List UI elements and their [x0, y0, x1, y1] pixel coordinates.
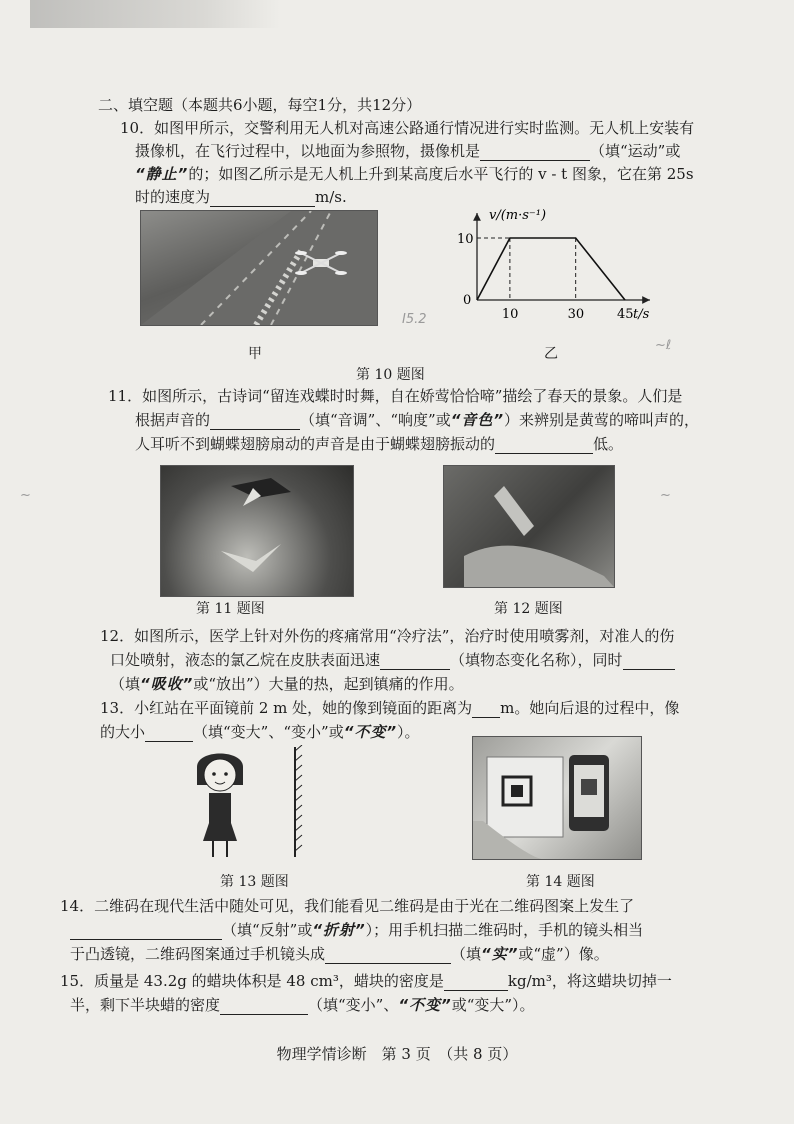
fig10-right-label: 乙: [544, 346, 558, 362]
fig10-left-label: 甲: [248, 346, 262, 362]
q12-line1: 12．如图所示，医学上针对外伤的疼痛常用“冷疗法”，治疗时使用喷雾剂，对准人的伤: [100, 627, 675, 645]
q13-line1: 13．小红站在平面镜前 2 m 处，她的像到镜面的距离为 m。她向后退的过程中，像: [100, 699, 680, 717]
q11-blank2[interactable]: [495, 437, 593, 454]
x-tick-label: 30: [567, 307, 585, 322]
q14-blank1[interactable]: [70, 923, 222, 940]
x-axis-label: t/s: [633, 307, 650, 322]
cold-spray-illustration: [444, 466, 614, 587]
highway-drone-illustration: [141, 211, 377, 325]
q14-line3: 于凸透镜，二维码图案通过手机镜头成 （填“实”或“虚”）像。: [70, 945, 609, 963]
fig12-caption: 第 12 题图: [494, 601, 563, 617]
page-footer: 物理学情诊断 第 3 页 （共 8 页）: [276, 1045, 518, 1063]
bird-butterfly-illustration: [161, 466, 353, 596]
x-tick-label: 45: [617, 307, 634, 322]
fig10-caption: 第 10 题图: [356, 367, 425, 383]
q11-line2: 根据声音的 （填“音调”、“响度”或“音色”）来辨别是黄莺的啼叫声的，: [135, 411, 700, 429]
girl-mirror-figure: [185, 745, 305, 865]
q13-blank2[interactable]: [145, 725, 193, 742]
q12-line3: （填“吸收”或“放出”）大量的热，起到镇痛的作用。: [110, 675, 464, 693]
q10-line1: 10．如图甲所示，交警利用无人机对高速公路通行情况进行实时监测。无人机上安装有: [120, 119, 695, 137]
bird-butterfly-photo: [160, 465, 354, 597]
y-tick-label: 10: [457, 232, 474, 247]
girl-icon: [197, 754, 243, 858]
pencil-note: Ⅰ5.2: [402, 312, 427, 327]
q11-blank1[interactable]: [210, 413, 300, 430]
q15-line1: 15．质量是 43.2g 的蜡块体积是 48 cm³，蜡块的密度是 kg/m³，将这蜡块切掉一: [60, 972, 672, 990]
origin-label: 0: [463, 293, 472, 308]
vt-graph: [455, 205, 660, 340]
q12-blank1[interactable]: [380, 653, 450, 670]
q14-line2: （填“反射”或“折射”）；用手机扫描二维码时，手机的镜头相当: [70, 920, 643, 940]
x-tick-label: 10: [501, 307, 519, 322]
cold-spray-photo: [443, 465, 615, 588]
q10-line4: 时的速度为 m/s.: [135, 188, 347, 206]
q11-line1: 11．如图所示，古诗词“留连戏蝶时时舞，自在娇莺恰恰啼”描绘了春天的景象。人们是: [108, 387, 683, 405]
plane-mirror-icon: [295, 745, 302, 857]
q13-line2: 的大小 （填“变大”、“变小”或“不变”）。: [100, 723, 420, 741]
section-title: 二、填空题（本题共6小题，每空1分，共12分）: [98, 96, 422, 114]
qr-scan-illustration: [473, 737, 641, 859]
q14-blank2[interactable]: [325, 947, 451, 964]
q10-blank1[interactable]: [480, 144, 590, 161]
pencil-note: ~: [660, 488, 671, 503]
q10-line3: “静止”的；如图乙所示是无人机上升到某高度后水平飞行的 v - t 图象，它在第 25s: [135, 165, 694, 183]
q14-line1: 14．二维码在现代生活中随处可见，我们能看见二维码是由于光在二维码图案上发生了: [60, 897, 635, 915]
q10-blank2[interactable]: [210, 190, 315, 207]
q12-blank2[interactable]: [623, 653, 675, 670]
fig14-caption: 第 14 题图: [526, 874, 595, 890]
q11-line3: 人耳听不到蝴蝶翅膀扇动的声音是由于蝴蝶翅膀振动的 低。: [135, 435, 624, 453]
pencil-note: ~ℓ: [655, 338, 672, 353]
fig13-caption: 第 13 题图: [220, 874, 289, 890]
fig11-caption: 第 11 题图: [196, 601, 265, 617]
vt-series-line: [477, 238, 625, 300]
pencil-note: ~: [20, 488, 31, 503]
q10-line2: 摄像机，在飞行过程中，以地面为参照物，摄像机是 （填“运动”或: [135, 142, 681, 160]
q13-blank1[interactable]: [472, 701, 500, 718]
q15-blank2[interactable]: [220, 998, 308, 1015]
highway-drone-photo: [140, 210, 378, 326]
q12-line2: 口处喷射，液态的氯乙烷在皮肤表面迅速 （填物态变化名称），同时: [110, 650, 675, 670]
q15-line2: 半，剩下半块蜡的密度 （填“变小”、“不变”或“变大”）。: [70, 996, 535, 1014]
scan-smudge: [30, 0, 280, 28]
qr-scan-photo: [472, 736, 642, 860]
y-axis-label: v/(m·s⁻¹): [489, 208, 547, 223]
q15-blank1[interactable]: [444, 974, 508, 991]
